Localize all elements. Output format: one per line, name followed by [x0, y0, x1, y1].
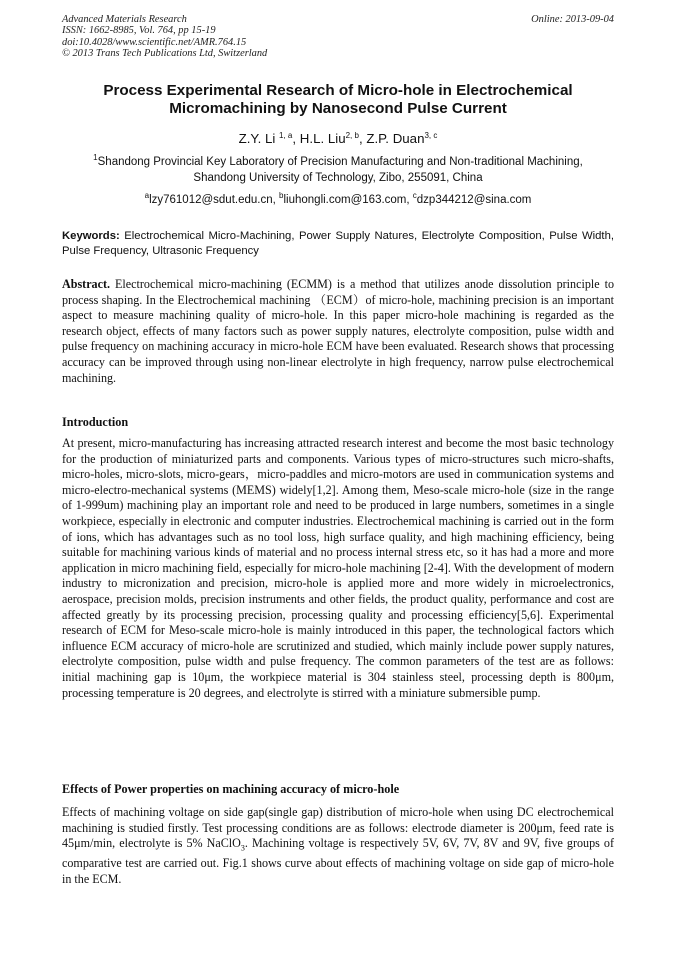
author-1-sup: 1, a [279, 131, 293, 140]
doi: doi:10.4028/www.scientific.net/AMR.764.15 [62, 36, 247, 48]
author-3-sup: 3, c [424, 131, 438, 140]
keywords-label: Keywords: [62, 230, 120, 242]
abstract-text: Electrochemical micro-machining (ECMM) is a method that utilizes anode dissolution principle to process shaping. In the Electrochemical machining （ECM）of micro-hole, machining precision is an important aspect to measure machining quality of micro-hole. In this paper micro-hole machining is regarded as the research object, effects of many factors such as power supply natures, electrolyte composition, pulse width and pulse frequency on machining accuracy in micro-hole ECM have been evaluated. Research shows that processing accuracy can be improved through using non-linear electrolyte in high frequency, narrow pulse electrochemical machining. [62, 277, 614, 385]
author-3: Z.P. Duan [366, 131, 425, 146]
online-date: Online: 2013-09-04 [531, 14, 614, 25]
power-text-part-2: . Machining voltage is respectively 5V, 6V, 7V, 8V and 9V, five groups of comparative test are carried out. Fig.1 shows curve about effects of machining voltage on side gap of micro-hole in the ECM. [62, 836, 614, 886]
affiliation-sup: 1 [93, 153, 98, 162]
keywords-text: Electrochemical Micro-Machining, Power Supply Natures, Electrolyte Composition, Pulse Width, Pulse Frequency, Ultrasonic Frequency [62, 230, 614, 258]
title-line-2: Micromachining by Nanosecond Pulse Current [169, 100, 507, 117]
affiliation [62, 154, 614, 186]
power-section-text [62, 805, 614, 887]
email-a-sup: a [144, 191, 150, 200]
journal-header [62, 14, 614, 60]
issn: ISSN: 1662-8985, Vol. 764, pp 15-19 [62, 25, 216, 37]
author-2-sup: 2, b [345, 131, 359, 140]
power-section-heading: Effects of Power properties on machining accuracy of micro-hole [62, 782, 400, 796]
introduction-heading: Introduction [62, 415, 129, 429]
email-b[interactable]: liuhongli.com@163.com [283, 194, 407, 206]
copyright: © 2013 Trans Tech Publications Ltd, Switzerland [62, 48, 268, 60]
author-1: Z.Y. Li [238, 131, 276, 146]
journal-name: Advanced Materials Research [62, 14, 187, 25]
title-line-1: Process Experimental Research of Micro-hole in Electrochemical [103, 82, 573, 99]
abstract-label: Abstract. [62, 277, 111, 291]
email-b-sup: b [279, 191, 284, 200]
introduction-text: At present, micro-manufacturing has increasing attracted research interest and become the most basic technology for the production of miniaturized parts and components. Various types of micro-structures such micro-shafts, micro-holes, micro-slots, micro-gears，micro-paddles and micro-motors are used in communication systems and micro-electro-mechanical systems (MEMS) widely[1,2]. Among them, Meso-scale micro-hole (size in the range of 1-999um) machining play an important role and need to be produced in large numbers, sometimes in a single workpiece, especially in electronic and computer industries. Electrochemical machining is carried out in the form of ions, which has advantages such as no tool loss, high surface quality, and high machining efficiency, being suitable for machining various kinds of material and no process internal stress etc, so it has had a more and more application in micro machining field, especially for micro-hole machining [2-4]. With the development of modern industry to micronization and precision, micro-hole is applied more and more widely in microelectronics, aerospace, precision molds, precision instruments and other fields, the product quality, performance and cost are affected greatly by its processing precision, processing quality and processing efficiency[5,6]. Experimental research of ECM for Meso-scale micro-hole is mainly introduced in this paper, the technological factors which influence ECM accuracy of micro-hole are scrutinized and studied, which mainly include power supply natures, electrolyte composition, pulse width and pulse frequency. The common parameters of the test are as follows: initial machining gap is 10μm, the workpiece material is 304 stainless steel, processing depth is 800μm, processing temperature is 20 degrees, and electrolyte is stirred with a miniature submersible pump. [62, 436, 614, 700]
author-2: H.L. Liu [299, 131, 346, 146]
naclo3-subscript: 3 [240, 843, 245, 853]
author-emails: $^a$lzy761012@sdut.edu.cn, $^b$liuhongli.com@163.com, $^c$dzp344212@sina.com [144, 191, 532, 206]
paper-title [62, 82, 614, 118]
author-list: Z.Y. Li $^{1, a}$, H.L. Liu$^{2, b}$, Z.P. Duan$^{3, c}$ [238, 131, 438, 146]
affiliation-line-2: Shandong University of Technology, Zibo, 255091, China [193, 172, 483, 184]
abstract [62, 277, 614, 386]
email-a[interactable]: lzy761012@sdut.edu.cn [149, 194, 273, 206]
keywords [62, 229, 614, 259]
email-c-sup: c [412, 191, 417, 200]
power-text-part-1: Effects of machining voltage on side gap(single gap) distribution of micro-hole when using DC electrochemical machining is studied firstly. Test processing conditions are as follows: electrode diameter is 200μm, feed rate is 45μm/min, electrolyte is 5% NaClO [62, 805, 614, 851]
email-c[interactable]: dzp344212@sina.com [416, 194, 532, 206]
affiliation-line-1: Shandong Provincial Key Laboratory of Precision Manufacturing and Non-traditional Machining, [97, 156, 583, 168]
